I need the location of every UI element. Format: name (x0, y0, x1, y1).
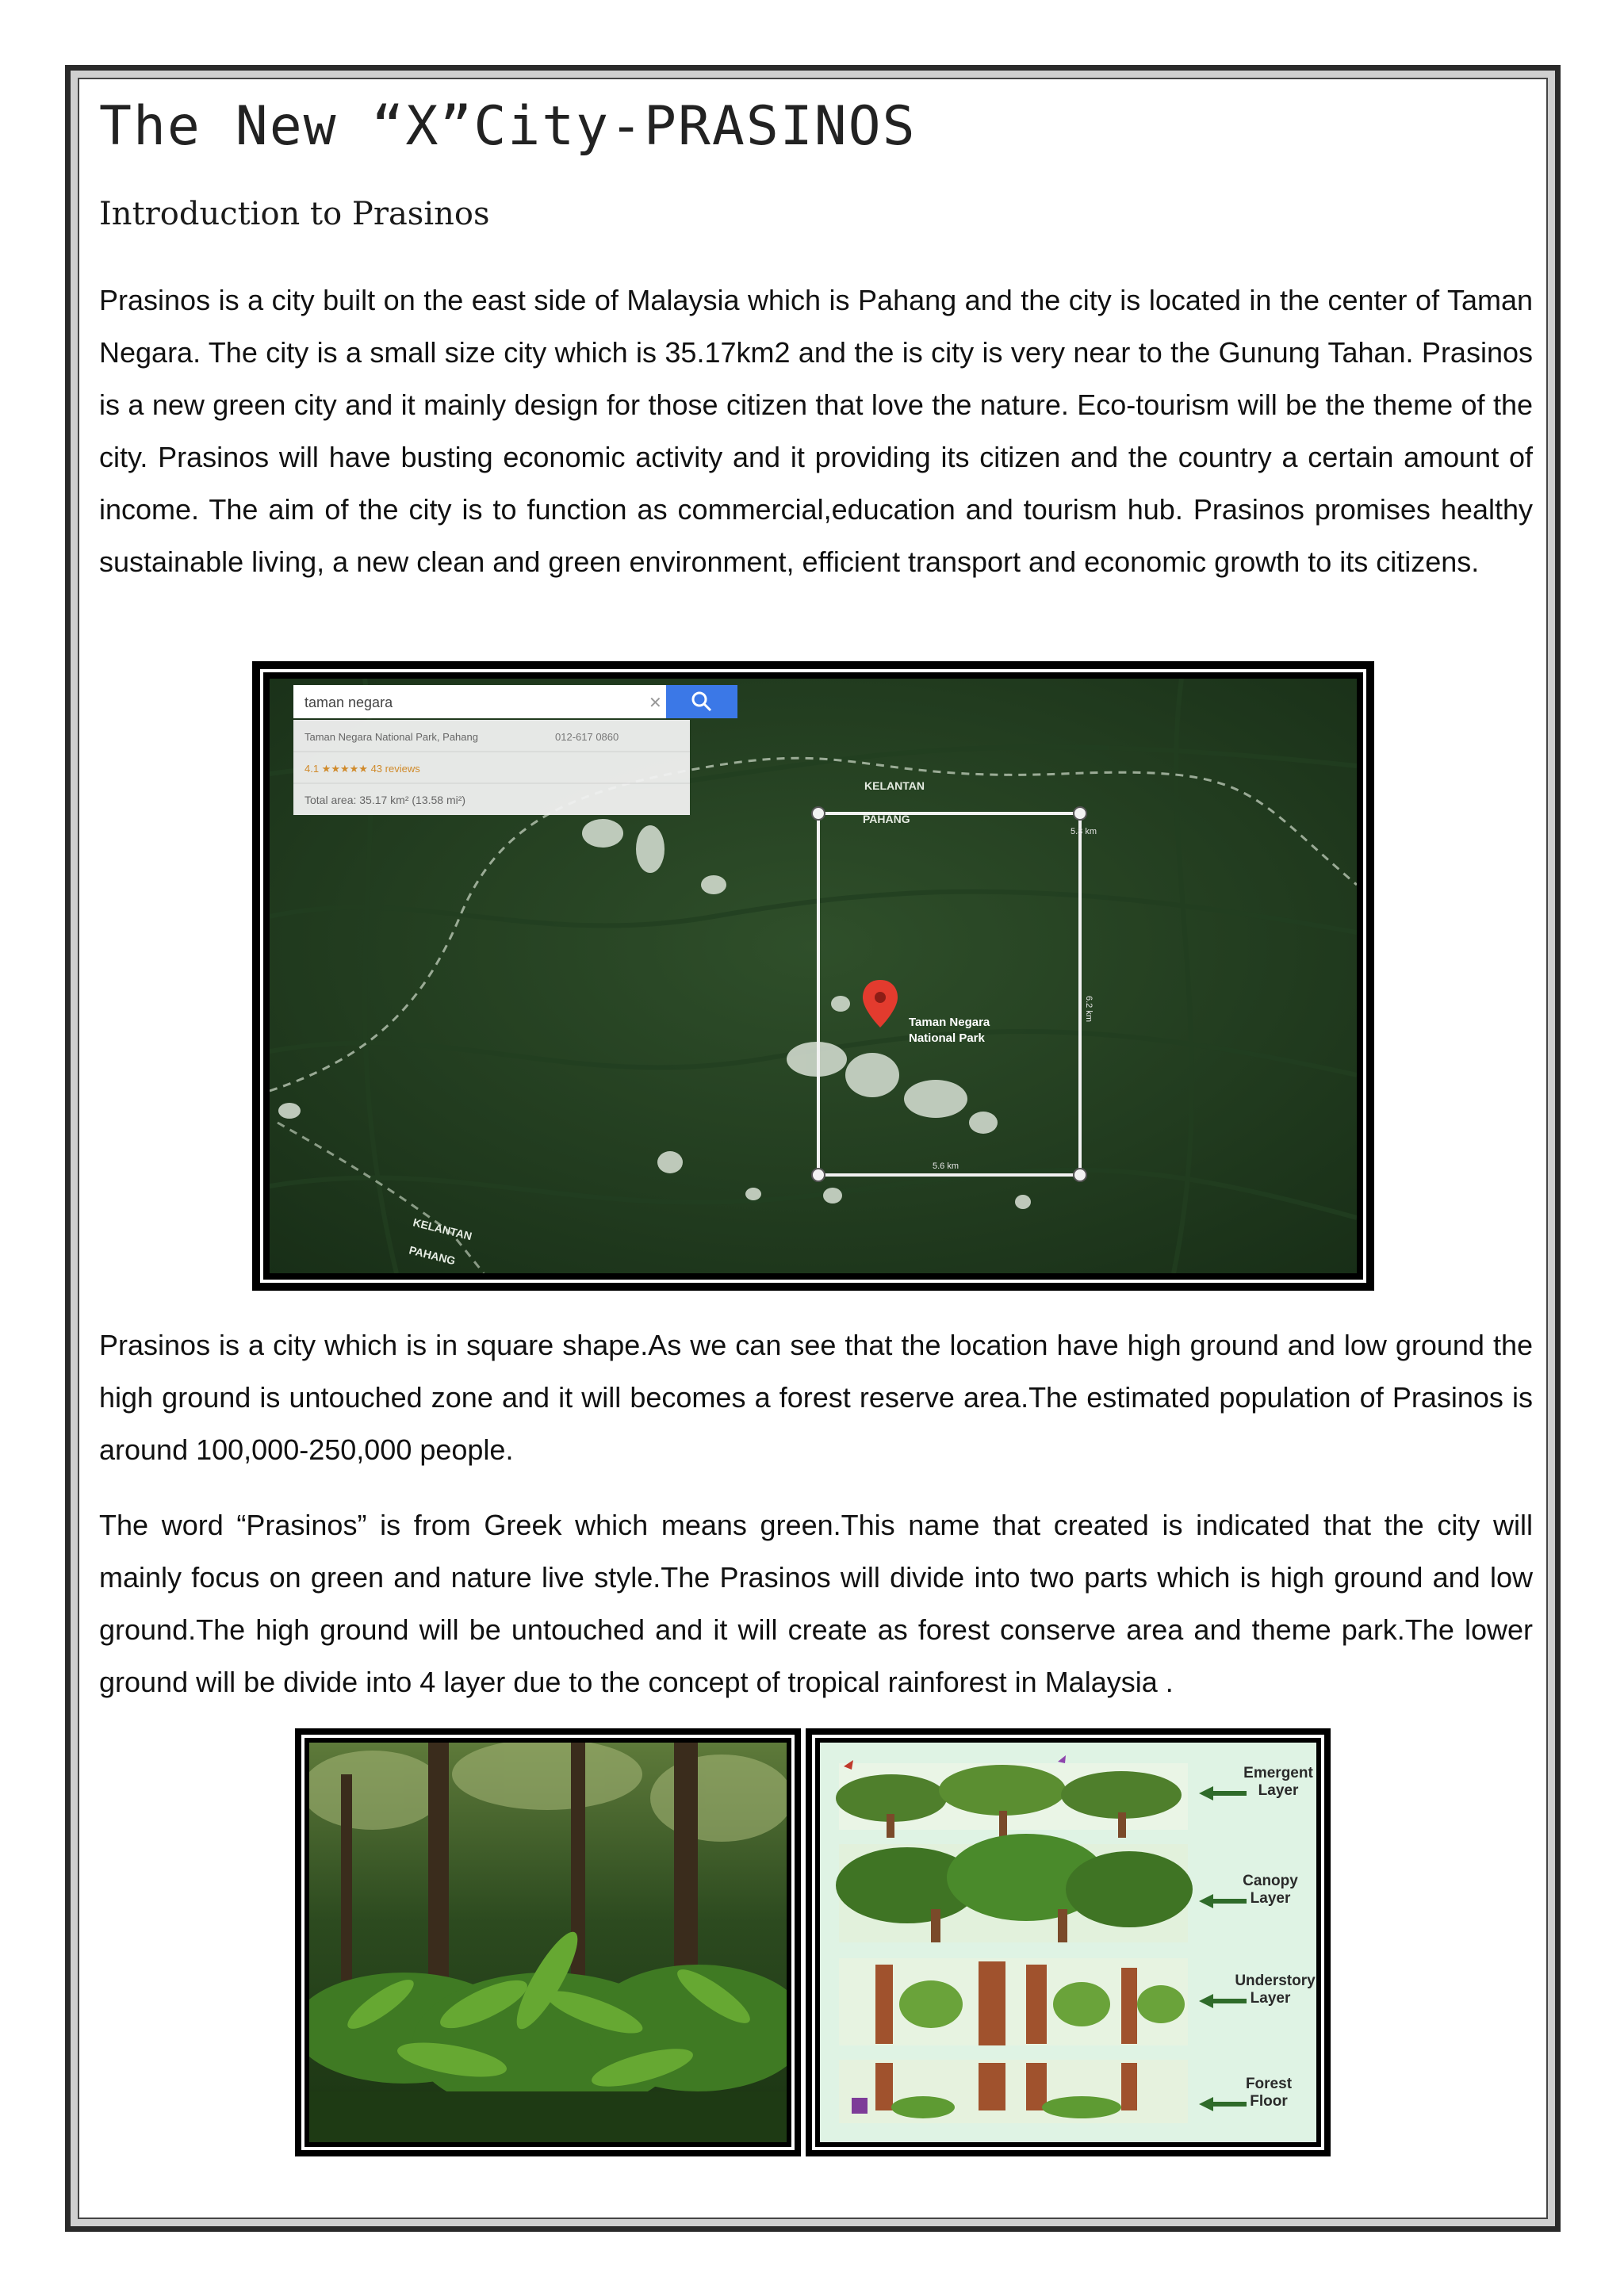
border-label-pahang-top: PAHANG (863, 813, 910, 825)
border-label-pahang-bottom: PAHANG (408, 1243, 458, 1268)
map-result-name: Taman Negara National Park, Pahang (304, 731, 478, 743)
map-figure (252, 661, 1374, 1291)
map-result-phone: 012-617 0860 (555, 731, 619, 743)
shape-paragraph: Prasinos is a city which is in square shape.As we can see that the location have high ground and low ground the high ground is untouched zone and it will becomes a forest reserve area.The estimated population of Prasinos is around 100,000-250,000 people. (99, 1329, 1533, 1466)
document-title: The New “X”City-PRASINOS (99, 95, 917, 158)
section-heading: Introduction to Prasinos (99, 196, 490, 232)
satellite-map (270, 679, 1357, 1273)
rainforest-photo (309, 1743, 787, 2142)
border-label-kelantan-bottom: KELANTAN (412, 1215, 473, 1243)
label-floor-2: Floor (1250, 2093, 1288, 2110)
rainforest-layers-figure (806, 1728, 1331, 2156)
name-origin-paragraph: The word “Prasinos” is from Greek which means green.This name that created is indicated that the city will mainly focus on green and nature live style.The Prasinos will divide into two parts which is high ground and low ground.The high ground will be untouched and it will create as forest conserve area and theme park.The lower ground will be divide into 4 layer due to the concept of tropical rainforest in Malaysia . (99, 1509, 1533, 1698)
label-emergent-2: Layer (1258, 1782, 1299, 1799)
label-emergent-1: Emergent (1243, 1765, 1313, 1781)
label-understory-2: Layer (1250, 1990, 1291, 2007)
intro-paragraph: Prasinos is a city built on the east side of Malaysia which is Pahang and the city is located in the center of Taman Negara. The city is a small size city which is 35.17km2 and the is city is very near to the Gunung Tahan. Prasinos is a new green city and it mainly design for those citizen that love the nature. Eco-tourism will be the theme of the city. Prasinos will have busting economic activity and it providing its citizen and the country a certain amount of income. The aim of the city is to function as commercial,education and tourism hub. Prasinos promises healthy sustainable living, a new clean and green environment, efficient transport and economic growth to its citizens. (99, 284, 1533, 578)
measure-label-bottom: 5.6 km (933, 1161, 959, 1171)
map-search-button[interactable] (666, 685, 737, 718)
rainforest-photo-figure (295, 1728, 801, 2156)
measure-vertex[interactable] (1074, 807, 1086, 820)
label-canopy-2: Layer (1250, 1890, 1291, 1907)
map-result-area: Total area: 35.17 km² (13.58 mi²) (304, 794, 466, 806)
pin-label-line2: National Park (909, 1031, 985, 1045)
label-floor-1: Forest (1245, 2076, 1293, 2092)
label-understory-1: Understory (1235, 1973, 1316, 1989)
measure-vertex[interactable] (1074, 1169, 1086, 1181)
pin-label-line1: Taman Negara (909, 1016, 990, 1029)
measure-label-top: 5.8 km (1071, 827, 1097, 836)
measure-vertex[interactable] (812, 1169, 825, 1181)
clear-icon[interactable]: ✕ (649, 695, 662, 712)
label-canopy-1: Canopy (1243, 1873, 1298, 1889)
map-result-rating: 4.1 ★★★★★ 43 reviews (304, 763, 420, 775)
measure-label-side: 6.2 km (1084, 996, 1094, 1023)
map-search-query: taman negara (304, 695, 393, 710)
measure-vertex[interactable] (812, 807, 825, 820)
map-search-panel (293, 685, 737, 815)
border-label-kelantan-top: KELANTAN (864, 779, 925, 792)
rainforest-layers-diagram (820, 1743, 1316, 2142)
